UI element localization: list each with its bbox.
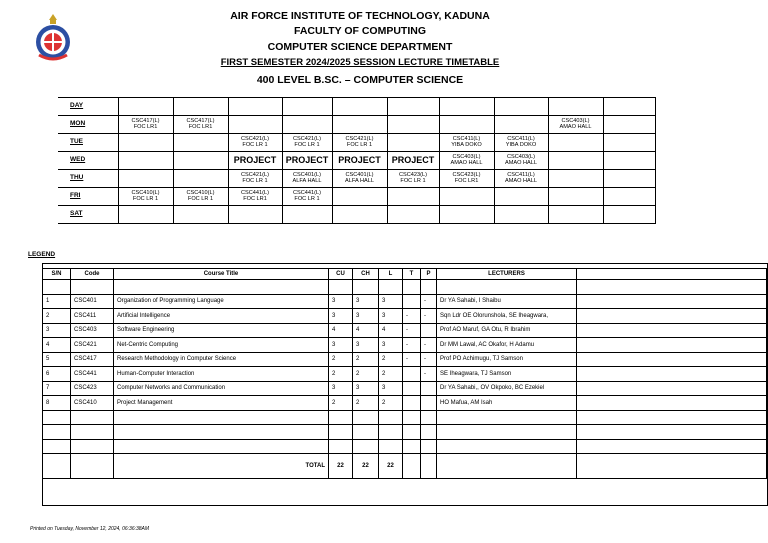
course-cell: 3: [353, 381, 379, 396]
timetable-slot: [118, 152, 173, 170]
timetable-slot: CSC441(L) FOC LR 1: [282, 188, 332, 206]
course-row: [43, 381, 767, 396]
timetable-slot: [387, 188, 439, 206]
course-cell: CSC423: [71, 381, 114, 396]
day-label: TUE: [58, 134, 118, 152]
total-label: TOTAL: [114, 454, 329, 479]
total-value: 22: [379, 454, 403, 479]
legend-blank-row: [43, 410, 767, 425]
course-row: [43, 338, 767, 353]
timetable-row-wed: [58, 152, 655, 170]
legend-column-header: LECTURERS: [437, 269, 577, 280]
timetable-slot: [548, 188, 603, 206]
day-header: DAY: [58, 98, 118, 116]
course-cell: -: [403, 309, 421, 324]
timetable-row-thu: [58, 170, 655, 188]
timetable-slot: [332, 206, 387, 224]
course-cell: 5: [43, 352, 71, 367]
course-cell: 3: [43, 323, 71, 338]
course-cell: 2: [43, 309, 71, 324]
timetable-slot: CSC401(L) ALFA HALL: [282, 170, 332, 188]
day-label: MON: [58, 116, 118, 134]
timetable-row-sat: [58, 206, 655, 224]
course-cell: [421, 381, 437, 396]
course-cell: [403, 294, 421, 309]
total-value: 22: [329, 454, 353, 479]
course-row: [43, 323, 767, 338]
timetable-slot: [282, 206, 332, 224]
timetable-slot: [332, 116, 387, 134]
timetable-slot: [118, 170, 173, 188]
timetable-slot: CSC421(L) FOC LR 1: [228, 170, 282, 188]
timetable-slot: [439, 116, 494, 134]
timetable-slot: CSC410(L) FOC LR 1: [118, 188, 173, 206]
course-cell: 2: [379, 367, 403, 382]
course-cell: Project Management: [114, 396, 329, 411]
timetable-slot: CSC421(L) FOC LR 1: [332, 134, 387, 152]
course-cell: 2: [353, 396, 379, 411]
course-cell: Net-Centric Computing: [114, 338, 329, 353]
timetable-slot: CSC411(L) YIBA DOKO: [494, 134, 548, 152]
legend-blank-row: [43, 280, 767, 295]
timetable-slot: [118, 206, 173, 224]
legend-column-header: Code: [71, 269, 114, 280]
course-cell: 4: [43, 338, 71, 353]
timetable-slot: CSC411(L) AMAO HALL: [494, 170, 548, 188]
day-label: THU: [58, 170, 118, 188]
course-cell: Sqn Ldr OE Olorunshola, SE Iheagwara,: [437, 309, 577, 324]
institute-crest-logo: [33, 12, 73, 62]
timetable-slot: [118, 134, 173, 152]
course-cell: 3: [329, 294, 353, 309]
course-cell: 3: [379, 381, 403, 396]
course-cell: SE Iheagwara, TJ Samson: [437, 367, 577, 382]
course-cell: Organization of Programming Language: [114, 294, 329, 309]
timetable-row-fri: [58, 188, 655, 206]
course-cell: 8: [43, 396, 71, 411]
timetable-slot: PROJECT: [228, 152, 282, 170]
course-cell: Dr YA Sahabi,, OV Okpoko, BC Ezekiel: [437, 381, 577, 396]
course-cell: -: [421, 309, 437, 324]
course-cell: [403, 367, 421, 382]
course-cell: 1: [43, 294, 71, 309]
legend-blank-row: [43, 425, 767, 440]
timetable-slot: [387, 206, 439, 224]
timetable-slot: [332, 188, 387, 206]
legend-label: LEGEND: [28, 251, 56, 258]
course-cell: Artificial Intelligence: [114, 309, 329, 324]
legend-column-header: L: [379, 269, 403, 280]
timetable-row-tue: [58, 134, 655, 152]
faculty-title: FACULTY OF COMPUTING: [293, 25, 427, 37]
course-cell: 2: [379, 352, 403, 367]
timetable-slot: CSC423(L) FOC LR1: [439, 170, 494, 188]
course-legend-table: [42, 268, 767, 479]
course-cell: -: [421, 338, 437, 353]
department-title: COMPUTER SCIENCE DEPARTMENT: [267, 41, 453, 53]
timetable-slot: [494, 116, 548, 134]
timetable-slot: CSC403(L) AMAO HALL: [548, 116, 603, 134]
timetable-slot: [228, 116, 282, 134]
timetable-slot: [603, 152, 655, 170]
timetable-slot: [173, 206, 228, 224]
timetable-slot: [548, 206, 603, 224]
course-cell: 2: [353, 367, 379, 382]
timetable-slot: [228, 206, 282, 224]
course-cell: Human-Computer Interaction: [114, 367, 329, 382]
timetable-slot: CSC421(L) FOC LR 1: [282, 134, 332, 152]
course-cell: -: [403, 323, 421, 338]
institute-title: AIR FORCE INSTITUTE OF TECHNOLOGY, KADUNA: [230, 10, 490, 22]
legend-column-header: Course Title: [114, 269, 329, 280]
course-cell: 4: [329, 323, 353, 338]
course-cell: 7: [43, 381, 71, 396]
course-cell: Computer Networks and Communication: [114, 381, 329, 396]
timetable-slot: PROJECT: [387, 152, 439, 170]
course-cell: [403, 381, 421, 396]
day-label: SAT: [58, 206, 118, 224]
course-cell: 3: [379, 294, 403, 309]
printed-timestamp: Printed on Tuesday, November 12, 2024, 06:36:38AM: [30, 526, 150, 532]
legend-blank-row: [43, 439, 767, 454]
timetable-slot: [548, 170, 603, 188]
legend-column-header: P: [421, 269, 437, 280]
timetable-slot: [548, 134, 603, 152]
legend-column-header: CU: [329, 269, 353, 280]
day-label: WED: [58, 152, 118, 170]
course-cell: CSC411: [71, 309, 114, 324]
course-cell: -: [421, 367, 437, 382]
course-cell: -: [421, 352, 437, 367]
timetable-slot: CSC410(L) FOC LR 1: [173, 188, 228, 206]
timetable-slot: [603, 188, 655, 206]
timetable-slot: CSC403(L) AMAO HALL: [439, 152, 494, 170]
day-label: FRI: [58, 188, 118, 206]
timetable-slot: [603, 134, 655, 152]
course-cell: CSC421: [71, 338, 114, 353]
timetable-slot: CSC411(L) YIBA DOKO: [439, 134, 494, 152]
course-cell: Dr MM Lawal, AC Okafor, H Adamu: [437, 338, 577, 353]
course-cell: CSC401: [71, 294, 114, 309]
course-cell: 3: [329, 381, 353, 396]
course-cell: CSC417: [71, 352, 114, 367]
course-cell: Prof AO Maruf, GA Otu, R Ibrahim: [437, 323, 577, 338]
timetable-slot: CSC423(L) FOC LR 1: [387, 170, 439, 188]
timetable-slot: PROJECT: [332, 152, 387, 170]
timetable-slot: [494, 206, 548, 224]
course-cell: 2: [379, 396, 403, 411]
course-cell: [421, 396, 437, 411]
timetable-slot: [603, 206, 655, 224]
course-cell: -: [403, 352, 421, 367]
course-cell: 2: [329, 367, 353, 382]
legend-header-row: [43, 269, 767, 280]
course-cell: Prof PO Achimugu, TJ Samson: [437, 352, 577, 367]
timetable-slot: [173, 134, 228, 152]
timetable-slot: CSC403(L) AMAO HALL: [494, 152, 548, 170]
timetable-slot: CSC441(L) FOC LR1: [228, 188, 282, 206]
timetable-slot: [603, 170, 655, 188]
course-row: [43, 294, 767, 309]
legend-total-row: [43, 454, 767, 479]
legend-column-header: S/N: [43, 269, 71, 280]
course-row: [43, 396, 767, 411]
timetable-row-mon: [58, 116, 655, 134]
course-cell: Software Engineering: [114, 323, 329, 338]
course-cell: 3: [379, 338, 403, 353]
course-cell: 3: [329, 309, 353, 324]
timetable-header-row: [58, 98, 655, 116]
course-cell: HO Mafua, AM Isah: [437, 396, 577, 411]
timetable-slot: CSC417(L) FOC LR1: [173, 116, 228, 134]
timetable-slot: [494, 188, 548, 206]
timetable-slot: CSC421(L) FOC LR 1: [228, 134, 282, 152]
course-cell: 3: [353, 338, 379, 353]
course-cell: CSC410: [71, 396, 114, 411]
timetable-slot: [387, 134, 439, 152]
legend-column-header: T: [403, 269, 421, 280]
course-cell: 6: [43, 367, 71, 382]
session-title: FIRST SEMESTER 2024/2025 SESSION LECTURE TIMETABLE: [220, 57, 500, 68]
course-cell: 3: [329, 338, 353, 353]
course-row: [43, 367, 767, 382]
timetable-slot: [387, 116, 439, 134]
timetable-slot: [439, 206, 494, 224]
course-row: [43, 352, 767, 367]
course-cell: 2: [329, 396, 353, 411]
course-cell: CSC441: [71, 367, 114, 382]
course-cell: Dr YA Sahabi, I Shaibu: [437, 294, 577, 309]
timetable-slot: [603, 116, 655, 134]
course-cell: [403, 396, 421, 411]
course-cell: 3: [379, 309, 403, 324]
course-cell: Research Methodology in Computer Science: [114, 352, 329, 367]
total-value: 22: [353, 454, 379, 479]
legend-column-header: CH: [353, 269, 379, 280]
timetable-slot: [173, 152, 228, 170]
course-cell: 3: [353, 309, 379, 324]
timetable-slot: CSC401(L) ALFA HALL: [332, 170, 387, 188]
timetable-slot: CSC417(L) FOC LR1: [118, 116, 173, 134]
course-cell: 4: [379, 323, 403, 338]
timetable-slot: [173, 170, 228, 188]
timetable-slot: [282, 116, 332, 134]
course-cell: -: [403, 338, 421, 353]
level-title: 400 LEVEL B.SC. – COMPUTER SCIENCE: [256, 74, 464, 86]
course-cell: 2: [329, 352, 353, 367]
timetable-slot: [439, 188, 494, 206]
course-cell: 3: [353, 294, 379, 309]
lecture-timetable: [58, 97, 656, 224]
course-cell: 2: [353, 352, 379, 367]
course-cell: [421, 323, 437, 338]
course-cell: 4: [353, 323, 379, 338]
course-cell: CSC403: [71, 323, 114, 338]
course-row: [43, 309, 767, 324]
course-cell: -: [421, 294, 437, 309]
timetable-slot: PROJECT: [282, 152, 332, 170]
timetable-slot: [548, 152, 603, 170]
